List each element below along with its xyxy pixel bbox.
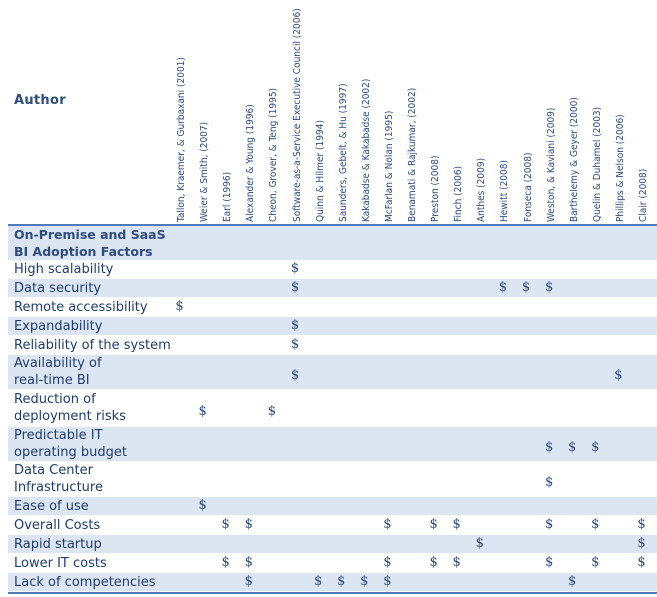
column-header: Clair (2008) bbox=[638, 168, 649, 222]
factor-label: Expandability bbox=[14, 318, 103, 334]
factor-label: Predictable IT operating budget bbox=[14, 428, 127, 460]
column-header: Benamati & Rajkumar, (2002) bbox=[407, 87, 418, 222]
column-header: Weston, & Kaviani (2009) bbox=[545, 107, 557, 222]
citation-mark: $ bbox=[568, 439, 577, 455]
adoption-factors-table bbox=[8, 0, 657, 597]
table-bottom-rule bbox=[8, 592, 657, 594]
column-header: Phillips & Nelson (2006) bbox=[614, 114, 626, 222]
column-header: Earl (1996) bbox=[222, 171, 234, 222]
citation-mark: $ bbox=[175, 298, 184, 314]
citation-mark: $ bbox=[198, 497, 207, 513]
table-row bbox=[8, 355, 657, 389]
citation-mark: $ bbox=[591, 516, 600, 532]
author-header: Author bbox=[14, 93, 66, 108]
citation-mark: $ bbox=[544, 439, 554, 455]
table-row bbox=[8, 427, 657, 461]
column-header: Weier & Smith, (2007) bbox=[199, 121, 211, 222]
citation-mark: $ bbox=[221, 516, 230, 532]
table-row bbox=[8, 298, 657, 316]
column-header: Quelin & Duhamel (2003) bbox=[591, 106, 603, 222]
citation-mark: $ bbox=[290, 317, 300, 333]
citation-mark: $ bbox=[337, 573, 346, 589]
citation-mark: $ bbox=[383, 516, 392, 532]
table-row bbox=[8, 497, 657, 515]
citation-mark: $ bbox=[221, 554, 230, 570]
citation-mark: $ bbox=[244, 516, 253, 532]
factor-label: High scalability bbox=[14, 262, 114, 277]
citation-mark: $ bbox=[591, 554, 600, 570]
citation-mark: $ bbox=[614, 367, 623, 383]
column-header: Preston (2008) bbox=[430, 155, 442, 222]
citation-mark: $ bbox=[290, 261, 300, 276]
column-header: Cheon, Grover, & Teng (1995) bbox=[268, 87, 280, 222]
column-header: Barthelemy & Geyer (2000) bbox=[568, 97, 580, 222]
factors-header: On-Premise and SaaS BI Adoption Factors bbox=[14, 227, 166, 259]
citation-mark: $ bbox=[544, 516, 554, 532]
factor-label: Reduction of deployment risks bbox=[14, 392, 126, 424]
table-row bbox=[8, 573, 657, 591]
citation-mark: $ bbox=[429, 516, 438, 532]
table-row bbox=[8, 336, 657, 354]
citation-mark: $ bbox=[244, 573, 253, 589]
column-header: Fonseca (2008) bbox=[522, 152, 534, 222]
citation-mark: $ bbox=[591, 439, 600, 455]
factor-label: Data Center Infrastructure bbox=[14, 463, 103, 495]
citation-mark: $ bbox=[290, 367, 300, 383]
table-row bbox=[8, 554, 657, 572]
column-header: Finch (2006) bbox=[453, 165, 465, 222]
table-row bbox=[8, 390, 657, 426]
column-header: Quinn & Hilmer (1994) bbox=[314, 120, 326, 222]
column-header: McFarlan & Nolan (1995) bbox=[383, 110, 395, 222]
citation-mark: $ bbox=[475, 535, 484, 551]
factor-label: Reliability of the system bbox=[14, 337, 171, 353]
citation-mark: $ bbox=[452, 554, 461, 570]
table-row bbox=[8, 261, 657, 278]
citation-mark: $ bbox=[544, 554, 554, 570]
citation-mark: $ bbox=[521, 279, 531, 295]
citation-mark: $ bbox=[360, 573, 369, 589]
citation-mark: $ bbox=[498, 279, 508, 295]
factor-label: Remote accessibility bbox=[14, 299, 148, 315]
citation-mark: $ bbox=[637, 516, 646, 532]
table-row bbox=[8, 317, 657, 335]
citation-mark: $ bbox=[637, 535, 646, 551]
citation-mark: $ bbox=[544, 474, 554, 490]
column-header: Hewitt (2008) bbox=[499, 160, 511, 222]
factor-label: Overall Costs bbox=[14, 517, 101, 533]
factor-label: Lower IT costs bbox=[14, 555, 107, 571]
column-header: Kakabadse & Kakabadse (2002) bbox=[360, 78, 372, 222]
table-row bbox=[8, 462, 657, 496]
column-header: Anthes (2009) bbox=[476, 157, 488, 222]
table-row bbox=[8, 279, 657, 297]
citation-mark: $ bbox=[452, 516, 461, 532]
citation-mark: $ bbox=[244, 554, 253, 570]
citation-mark: $ bbox=[429, 554, 438, 570]
citation-mark: $ bbox=[544, 279, 554, 295]
table-header-row bbox=[8, 226, 657, 260]
factor-label: Ease of use bbox=[14, 498, 89, 514]
factor-label: Availability of real-time BI bbox=[14, 356, 102, 388]
citation-mark: $ bbox=[267, 403, 277, 419]
column-header: Alexander & Young (1996) bbox=[245, 104, 257, 222]
citation-mark: $ bbox=[290, 279, 300, 295]
citation-mark: $ bbox=[198, 403, 207, 419]
column-header: Saunders, Gebelt, & Hu (1997) bbox=[337, 83, 349, 222]
citation-mark: $ bbox=[290, 336, 300, 352]
factor-label: Rapid startup bbox=[14, 536, 102, 552]
citation-mark: $ bbox=[313, 573, 323, 589]
column-header: Tallon, Kraemer, & Gurbaxani (2001) bbox=[176, 57, 187, 222]
table-row bbox=[8, 516, 657, 534]
citation-mark: $ bbox=[637, 554, 646, 570]
column-header: Software-as-a-Service Executive Council (2006) bbox=[291, 8, 303, 222]
factor-label: Data security bbox=[14, 280, 102, 296]
factor-label: Lack of competencies bbox=[14, 574, 156, 590]
citation-mark: $ bbox=[383, 554, 392, 570]
table-row bbox=[8, 535, 657, 553]
citation-mark: $ bbox=[383, 573, 392, 589]
citation-mark: $ bbox=[568, 573, 577, 589]
